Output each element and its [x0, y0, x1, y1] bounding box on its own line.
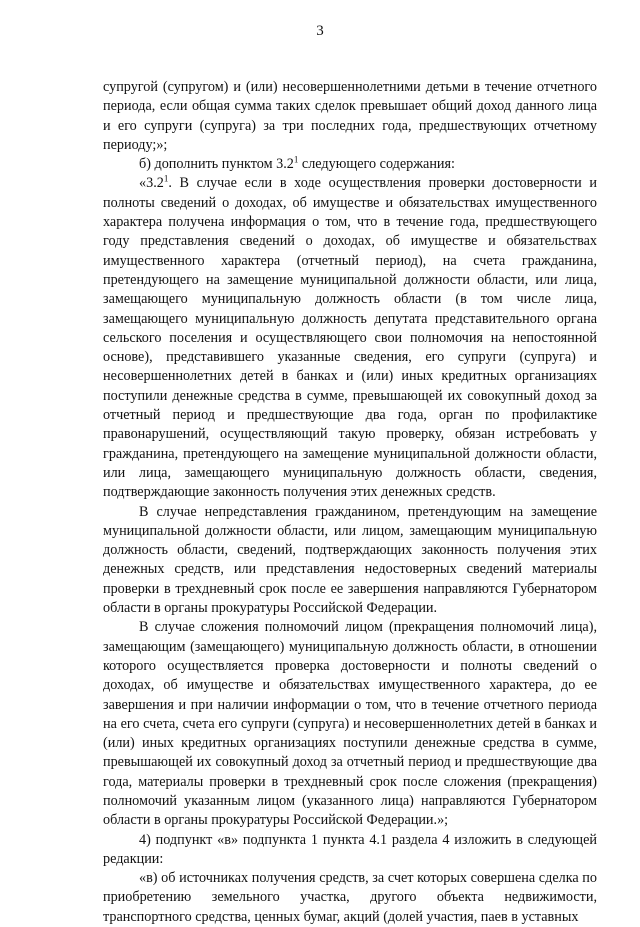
- paragraph-subitem-v: «в) об источниках получения средств, за счет которых совершена сделка по приобретению земельного участка, другого объекта недвижимости, транспортного средства, ценных бумаг, акций (долей участия, паев в уставных: [103, 870, 597, 925]
- clause-text: . В случае если в ходе осуществления проверки достоверности и полноты сведений о доходах, об имуществе и обязательствах имущественного характера получена информация о том, что в течение года, предшествующего году представления сведений о доходах, об имуществе и обязательствах имущественного характера (отчетный период), на счета гражданина, претендующего на замещение муниципальной должности области, или лица, замещающего муниципальную должность области (в том числе лица, замещающего муниципальную должность депутата представительного органа сельского поселения и осуществляющего свои полномочия на непостоянной основе), представившего указанные сведения, его супруги (супруга) и несовершеннолетних детей в банках и (или) иных кредитных организациях поступили денежные средства в сумме, превышающей их совокупный доход за отчетный период и предшествующие два года, орган по профилактике правонарушений, осуществляющий такую проверку, обязан истребовать у гражданина, претендующего на замещение муниципальной должности области, или лица, замещающего муниципальную должность области, сведения, подтверждающие законность получения этих денежных средств.: [103, 175, 597, 501]
- paragraph-clause-3-2-1: [103, 174, 597, 502]
- document-body: [103, 78, 597, 927]
- superscript: 1: [163, 173, 169, 184]
- paragraph-item-b: [103, 155, 597, 174]
- clause-number: «3.2: [139, 175, 164, 192]
- paragraph-item-4: 4) подпункт «в» подпункта 1 пункта 4.1 раздела 4 изложить в следующей редакции:: [103, 831, 597, 867]
- superscript: 1: [293, 154, 299, 165]
- paragraph-item-b-tail: следующего содержания:: [298, 156, 455, 173]
- paragraph-continuation: супругой (супругом) и (или) несовершеннолетними детьми в течение отчетного периода, если общая сумма таких сделок превышает общий доход данного лица и его супруги (супруга) за три последних года, предшествующих отчетному периоду;»;: [103, 79, 597, 153]
- paragraph-resignation: В случае сложения полномочий лицом (прекращения полномочий лица), замещающим (замещающего) муниципальную должность области, в отношении которого осуществляется проверка достоверности и полноты сведений о доходах, об имуществе и обязательствах имущественного характера, до ее завершения и при наличии информации о том, что в течение отчетного периода на его счета, счета его супруги (супруга) и несовершеннолетних детей в банках и (или) иных кредитных организациях поступили денежные средства в сумме, превышающей их совокупный доход за отчетный период и предшествующие два года, материалы проверки в трехдневный срок после сложения (прекращения) полномочий указанным лицом (указанного лица) направляются Губернатором области в органы прокуратуры Российской Федерации.»;: [103, 619, 597, 829]
- paragraph-item-b-text: б) дополнить пунктом 3.2: [139, 156, 294, 173]
- paragraph-non-submission: В случае непредставления гражданином, претендующим на замещение муниципальной должности области, или лицом, замещающим муниципальную должность области, сведений, подтверждающих законность получения этих денежных средств, или представления недостоверных сведений материалы проверки в трехдневный срок после ее завершения направляются Губернатором области в органы прокуратуры Российской Федерации.: [103, 503, 597, 617]
- page-number: 3: [316, 23, 324, 39]
